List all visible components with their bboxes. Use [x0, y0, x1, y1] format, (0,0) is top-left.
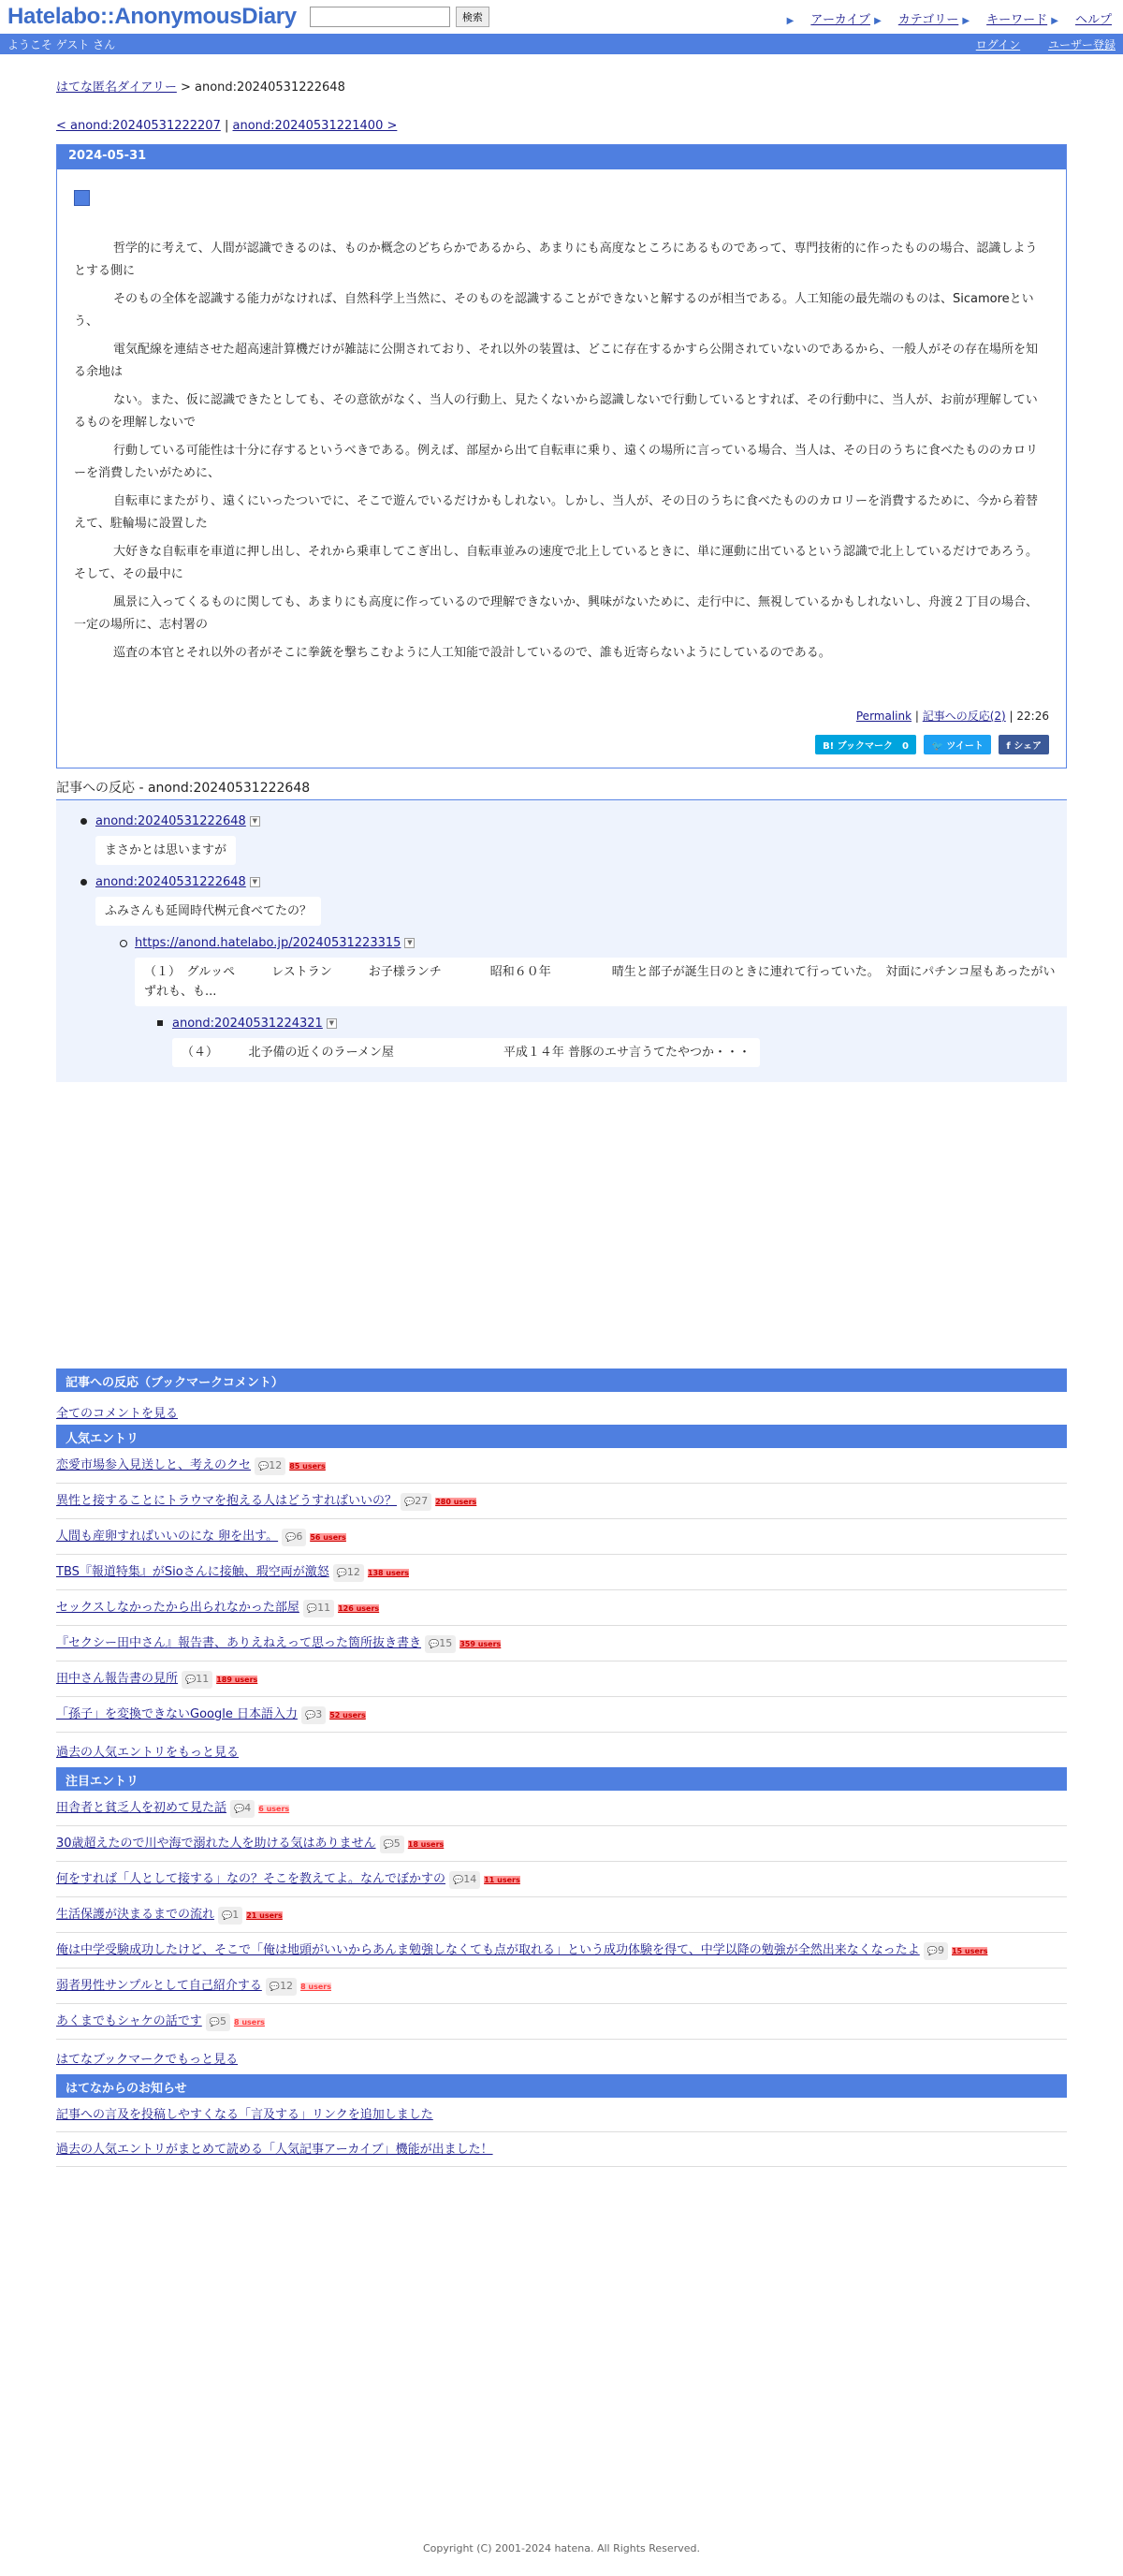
- prev-entry-link[interactable]: < anond:20240531222207: [56, 119, 221, 133]
- diary-paragraph: ない。また、仮に認識できたとしても、その意欲がなく、当人の行動上、見たくないから認識しないで行動しているとすれば、その行動中に、当人が、お前が理解しているものを理解しないで: [74, 393, 1038, 430]
- nav-help[interactable]: ヘルプ: [1074, 13, 1112, 27]
- notable-entries-header: 注目エントリ: [56, 1767, 1067, 1791]
- section-footer: [74, 708, 1049, 724]
- reaction-sublist: [135, 1016, 1067, 1067]
- reaction-link[interactable]: anond:20240531222648: [95, 875, 246, 889]
- entry-row: [56, 1555, 1067, 1590]
- triangle-icon: ▶: [874, 16, 882, 26]
- popular-more-link[interactable]: 過去の人気エントリをもっと見る: [56, 1746, 240, 1760]
- bookmark-users-badge[interactable]: 85 users: [289, 1462, 326, 1471]
- footer-separator: |: [912, 710, 923, 723]
- all-comments: [56, 1392, 1067, 1425]
- comment-count[interactable]: [301, 1706, 326, 1724]
- reaction-body: （１） グルッペ レストラン お子様ランチ 昭和６０年 晴生と部子が誕生日のときに連れて行っていた。 対面にパチンコ屋もあったがいずれも、も...: [135, 958, 1069, 1006]
- comment-count[interactable]: [333, 1564, 364, 1582]
- entry-row: [56, 2004, 1067, 2040]
- comment-bubble-icon: 💬: [404, 1498, 416, 1507]
- tweet-label: ツイート: [946, 741, 984, 752]
- bookmark-users-badge[interactable]: 189 users: [216, 1676, 258, 1684]
- comment-count-value: 5: [393, 1837, 401, 1850]
- hatena-bookmark-button[interactable]: B! ブックマーク 0: [815, 735, 916, 754]
- reaction-item: [135, 1016, 1067, 1067]
- entry-title-link[interactable]: あくまでもシャケの話です: [56, 2014, 202, 2028]
- entry-title-link[interactable]: 田舎者と貧乏人を初めて見た話: [56, 1801, 227, 1815]
- diary-text: [74, 238, 1049, 665]
- comment-count-value: 14: [463, 1873, 477, 1885]
- comment-bubble-icon: 💬: [258, 1462, 270, 1471]
- chevron-down-icon[interactable]: ▼: [250, 877, 260, 887]
- bookmark-users-badge[interactable]: 18 users: [407, 1840, 445, 1849]
- comment-bubble-icon: 💬: [185, 1676, 197, 1685]
- comment-count[interactable]: [425, 1635, 456, 1653]
- comment-count[interactable]: [182, 1671, 212, 1689]
- entry-title-link[interactable]: 俺は中学受験成功したけど、そこで「俺は地頭がいいからあんま勉強しなくても点が取れる」という成功体験を得て、中学以降の勉強が全然出来なくなったよ: [56, 1943, 920, 1957]
- entry-title-link[interactable]: 『セクシー田中さん』報告書、ありえねえって思った箇所抜き書き: [56, 1636, 422, 1650]
- news-link[interactable]: 過去の人気エントリがまとめて読める「人気記事アーカイブ」機能が出ました！: [56, 2143, 493, 2157]
- register-link[interactable]: ユーザー登録: [1047, 37, 1116, 51]
- comment-bubble-icon: 💬: [453, 1876, 464, 1885]
- entry-title-link[interactable]: 「孫子」を変換できないGoogle 日本語入力: [56, 1707, 298, 1721]
- bookmark-users-badge[interactable]: 15 users: [951, 1947, 988, 1955]
- news-link[interactable]: 記事への言及を投稿しやすくなる「言及する」リンクを追加しました: [56, 2108, 433, 2122]
- section-anchor-icon[interactable]: [74, 190, 90, 206]
- diary-paragraph: 哲学的に考えて、人間が認識できるのは、ものか概念のどちらかであるから、あまりにも高度なところにあるものであって、専門技術的に作ったものの場合、認識しようとする側に: [74, 242, 1038, 278]
- comment-bubble-icon: 💬: [304, 1711, 316, 1720]
- bookmark-users-badge[interactable]: 52 users: [329, 1711, 366, 1720]
- bookmark-users-badge[interactable]: 126 users: [338, 1604, 380, 1613]
- comment-count-value: 12: [280, 1980, 294, 1992]
- breadcrumb-home[interactable]: はてな匿名ダイアリー: [56, 80, 177, 95]
- top-nav: [787, 9, 1112, 27]
- comment-count[interactable]: [303, 1600, 334, 1617]
- facebook-share-button[interactable]: [999, 735, 1049, 754]
- twitter-bird-icon: 🐦: [931, 741, 947, 752]
- footer-separator: |: [1005, 710, 1017, 723]
- entry-row: [56, 1897, 1067, 1933]
- diary-paragraph: そのもの全体を認識する能力がなければ、自然科学上当然に、そのものを認識することができないと解するのが相当である。人工知能の最先端のものは、Sicamoreという、: [74, 292, 1034, 329]
- login-link[interactable]: ログイン: [975, 37, 1021, 51]
- reaction-list: [56, 813, 1067, 1067]
- diary-paragraph: 風景に入ってくるものに関しても、あまりにも高度に作っているので理解できないか、興味がないために、走行中に、無視しているかもしれないし、舟渡２丁目の場合、一定の場所に、志村署の: [74, 595, 1039, 632]
- diary-paragraph: 巡査の本官とそれ以外の者がそこに拳銃を撃ちこむように人工知能で設計しているので、誰も近寄らないようにしているのである。: [113, 646, 831, 660]
- reactions-title: 記事への反応 - anond:20240531222648: [56, 778, 1067, 800]
- comment-count-value: 9: [937, 1944, 944, 1956]
- chevron-down-icon[interactable]: ▼: [404, 938, 415, 948]
- diary-paragraph: 自転車にまたがり、遠くにいったついでに、そこで遊んでいるだけかもしれない。しかし、当人が、その日のうちに食べたもののカロリーを消費するために、今から着替えて、駐輪場に設置した: [74, 494, 1039, 531]
- comment-count-value: 4: [244, 1802, 252, 1814]
- site-logo[interactable]: Hatelabo::AnonymousDiary: [7, 4, 297, 29]
- entry-title-link[interactable]: 弱者男性サンプルとして自己紹介する: [56, 1979, 262, 1993]
- bookmark-users-badge[interactable]: 8 users: [300, 1983, 332, 1991]
- diary-paragraph: 大好きな自転車を車道に押し出し、それから乗車してこぎ出し、自転車並みの速度で北上しているときに、単に運動に出ているという認識で北上しているだけであろう。そして、その最中に: [74, 545, 1039, 581]
- comment-bubble-icon: 💬: [269, 1983, 281, 1992]
- entry-row: [56, 1791, 1067, 1826]
- comment-count[interactable]: [380, 1836, 404, 1853]
- reaction-body: まさかとは思いますが: [95, 836, 236, 865]
- popular-entry-list: [56, 1448, 1067, 1733]
- permalink[interactable]: Permalink: [855, 710, 912, 723]
- bookmark-users-badge[interactable]: 8 users: [233, 2018, 265, 2027]
- notable-entry-list: [56, 1791, 1067, 2040]
- triangle-icon: ▶: [962, 16, 970, 26]
- entry-title-link[interactable]: 人間も産卵すればいいのにな 卵を出す。: [56, 1530, 279, 1544]
- entry-title-link[interactable]: 異性と接することにトラウマを抱える人はどうすればいいの？: [56, 1494, 398, 1508]
- pager-separator: |: [220, 119, 233, 133]
- comment-count[interactable]: [230, 1800, 255, 1818]
- breadcrumb-separator: >: [176, 80, 196, 95]
- facebook-f-icon: f: [1006, 741, 1014, 752]
- chevron-down-icon[interactable]: ▼: [327, 1018, 337, 1029]
- reaction-body: ふみさんも延岡時代桝元食べてたの？: [95, 897, 321, 926]
- notable-more-link[interactable]: はてなブックマークでもっと見る: [56, 2053, 239, 2067]
- comment-count-value: 1: [232, 1909, 240, 1921]
- account-links: [952, 37, 1116, 52]
- entry-row: [56, 1969, 1067, 2004]
- bookmark-users-badge[interactable]: 138 users: [367, 1569, 409, 1577]
- comment-count-value: 5: [219, 2015, 226, 2027]
- ad-spacer: [56, 1082, 1067, 1368]
- entry-row: [56, 1826, 1067, 1862]
- entry-row: [56, 1697, 1067, 1733]
- comment-count-value: 27: [415, 1495, 429, 1507]
- bullet-icon: [120, 940, 127, 947]
- reactions-tree: [56, 800, 1067, 1082]
- comment-count[interactable]: [924, 1942, 948, 1960]
- entry-title-link[interactable]: 30歳超えたので川や海で溺れた人を助ける気はありません: [56, 1837, 376, 1851]
- reaction-item: [56, 813, 1067, 865]
- search-button[interactable]: 検索: [456, 7, 489, 27]
- bullet-icon: [80, 818, 87, 825]
- share-buttons: [74, 735, 1049, 754]
- comment-count-value: 11: [196, 1673, 210, 1685]
- breadcrumb: [56, 77, 1067, 95]
- comment-bubble-icon: 💬: [285, 1533, 297, 1543]
- bookmark-users-badge[interactable]: 56 users: [310, 1533, 346, 1542]
- comment-count-value: 3: [315, 1708, 323, 1720]
- nav-category[interactable]: カテゴリー: [897, 13, 959, 27]
- comment-count-value: 11: [317, 1602, 331, 1614]
- reaction-item: [95, 935, 1067, 1067]
- popular-more: [56, 1733, 1067, 1767]
- comment-count[interactable]: [255, 1457, 285, 1475]
- comment-count[interactable]: [266, 1978, 297, 1996]
- tweet-button[interactable]: [924, 735, 990, 754]
- news-item: [56, 2098, 1067, 2132]
- post-time: 22:26: [1016, 710, 1049, 723]
- comment-bubble-icon: 💬: [383, 1840, 394, 1850]
- comment-count-value: 12: [269, 1459, 283, 1471]
- notable-more: [56, 2040, 1067, 2074]
- bookmark-users-badge[interactable]: 11 users: [484, 1876, 520, 1884]
- all-comments-link[interactable]: 全てのコメントを見る: [56, 1407, 179, 1421]
- search-input[interactable]: [310, 7, 450, 27]
- bookmark-users-badge[interactable]: 21 users: [246, 1911, 283, 1920]
- reaction-body: （４） 北予備の近くのラーメン屋 平成１４年 普豚のエサ言うてたやつか・・・: [172, 1038, 760, 1067]
- reaction-link[interactable]: anond:20240531224321: [172, 1017, 323, 1031]
- popular-entries-header: 人気エントリ: [56, 1425, 1067, 1448]
- reactions-link[interactable]: 記事への反応(2): [922, 710, 1006, 723]
- news-list: [56, 2098, 1067, 2167]
- comment-count-value: 12: [346, 1566, 360, 1578]
- comment-count[interactable]: [449, 1871, 480, 1889]
- comment-count[interactable]: [218, 1907, 242, 1925]
- next-entry-link[interactable]: anond:20240531221400 >: [232, 119, 398, 133]
- chevron-down-icon[interactable]: ▼: [250, 816, 260, 827]
- triangle-icon: ▶: [786, 16, 795, 26]
- comment-bubble-icon: 💬: [926, 1947, 938, 1956]
- comment-count[interactable]: [401, 1493, 431, 1511]
- comment-bubble-icon: 💬: [222, 1911, 233, 1921]
- copyright: Copyright (C) 2001-2024 hatena. All Rights Reserved.: [423, 2542, 700, 2554]
- entry-row: [56, 1661, 1067, 1697]
- bullet-icon: [157, 1020, 163, 1026]
- entry-title-link[interactable]: 何をすれば「人として接する」なの？そこを教えてよ。なんでぼかすの: [56, 1872, 446, 1886]
- entry-row: [56, 1590, 1067, 1626]
- entry-title-link[interactable]: 生活保護が決まるまでの流れ: [56, 1908, 215, 1922]
- comment-bubble-icon: 💬: [429, 1640, 440, 1649]
- share-label: シェア: [1014, 741, 1042, 752]
- entry-row: [56, 1626, 1067, 1661]
- bookmark-comments-header: 記事への反応（ブックマークコメント）: [56, 1368, 1067, 1392]
- comment-bubble-icon: 💬: [306, 1604, 318, 1614]
- comment-count[interactable]: [282, 1529, 306, 1546]
- comment-bubble-icon: 💬: [336, 1569, 347, 1578]
- diary-day: [56, 144, 1067, 768]
- site-header: [0, 0, 1123, 34]
- bookmark-users-badge[interactable]: 6 users: [258, 1805, 290, 1813]
- nav-keyword[interactable]: キーワード: [986, 13, 1048, 27]
- bookmark-users-badge[interactable]: 280 users: [435, 1498, 477, 1506]
- reaction-link[interactable]: anond:20240531222648: [95, 814, 246, 828]
- bookmark-users-badge[interactable]: 359 users: [459, 1640, 502, 1648]
- comment-count[interactable]: [206, 2013, 230, 2031]
- pager: [56, 119, 1067, 133]
- news-header: はてなからのお知らせ: [56, 2074, 1067, 2098]
- diary-paragraph: 電気配線を連結させた超高速計算機だけが雑誌に公開されており、それ以外の装置は、どこに存在するかすら公開されていないのであるから、一般人がその存在場所を知る余地は: [74, 343, 1039, 379]
- entry-title-link[interactable]: セックスしなかったから出られなかった部屋: [56, 1601, 299, 1615]
- welcome-bar: [0, 34, 1123, 54]
- bullet-icon: [80, 879, 87, 886]
- entry-title-link[interactable]: 田中さん報告書の見所: [56, 1672, 179, 1686]
- diary-body: [57, 169, 1066, 768]
- reaction-sublist: [95, 935, 1067, 1067]
- entry-row: [56, 1448, 1067, 1484]
- news-item: [56, 2132, 1067, 2167]
- diary-paragraph: 行動している可能性は十分に存するというべきである。例えば、部屋から出て自転車に乗り、遠くの場所に言っている場合、当人は、その日のうちに食べたもののカロリーを消費したいがために、: [74, 444, 1039, 480]
- triangle-icon: ▶: [1051, 16, 1058, 26]
- entry-row: [56, 1519, 1067, 1555]
- comment-count-value: 6: [296, 1530, 303, 1543]
- entry-row: [56, 1933, 1067, 1969]
- main-container: [56, 77, 1067, 2167]
- comment-bubble-icon: 💬: [234, 1805, 245, 1814]
- breadcrumb-current: anond:20240531222648: [195, 80, 345, 95]
- entry-row: [56, 1862, 1067, 1897]
- entry-title-link[interactable]: TBS『報道特集』がSioさんに接触、瑕空両が激怒: [56, 1565, 329, 1579]
- entry-title-link[interactable]: 恋愛市場参入見送しと、考えのクセ: [56, 1458, 252, 1472]
- entry-row: [56, 1484, 1067, 1519]
- reaction-item: [56, 874, 1067, 1067]
- comment-bubble-icon: 💬: [209, 2018, 220, 2027]
- reaction-link[interactable]: https://anond.hatelabo.jp/20240531223315: [135, 936, 401, 950]
- comment-count-value: 15: [439, 1637, 453, 1649]
- day-date: 2024-05-31: [57, 145, 1066, 169]
- nav-archive[interactable]: アーカイブ: [810, 13, 870, 27]
- welcome-text: ようこそ ゲスト さん: [7, 37, 116, 51]
